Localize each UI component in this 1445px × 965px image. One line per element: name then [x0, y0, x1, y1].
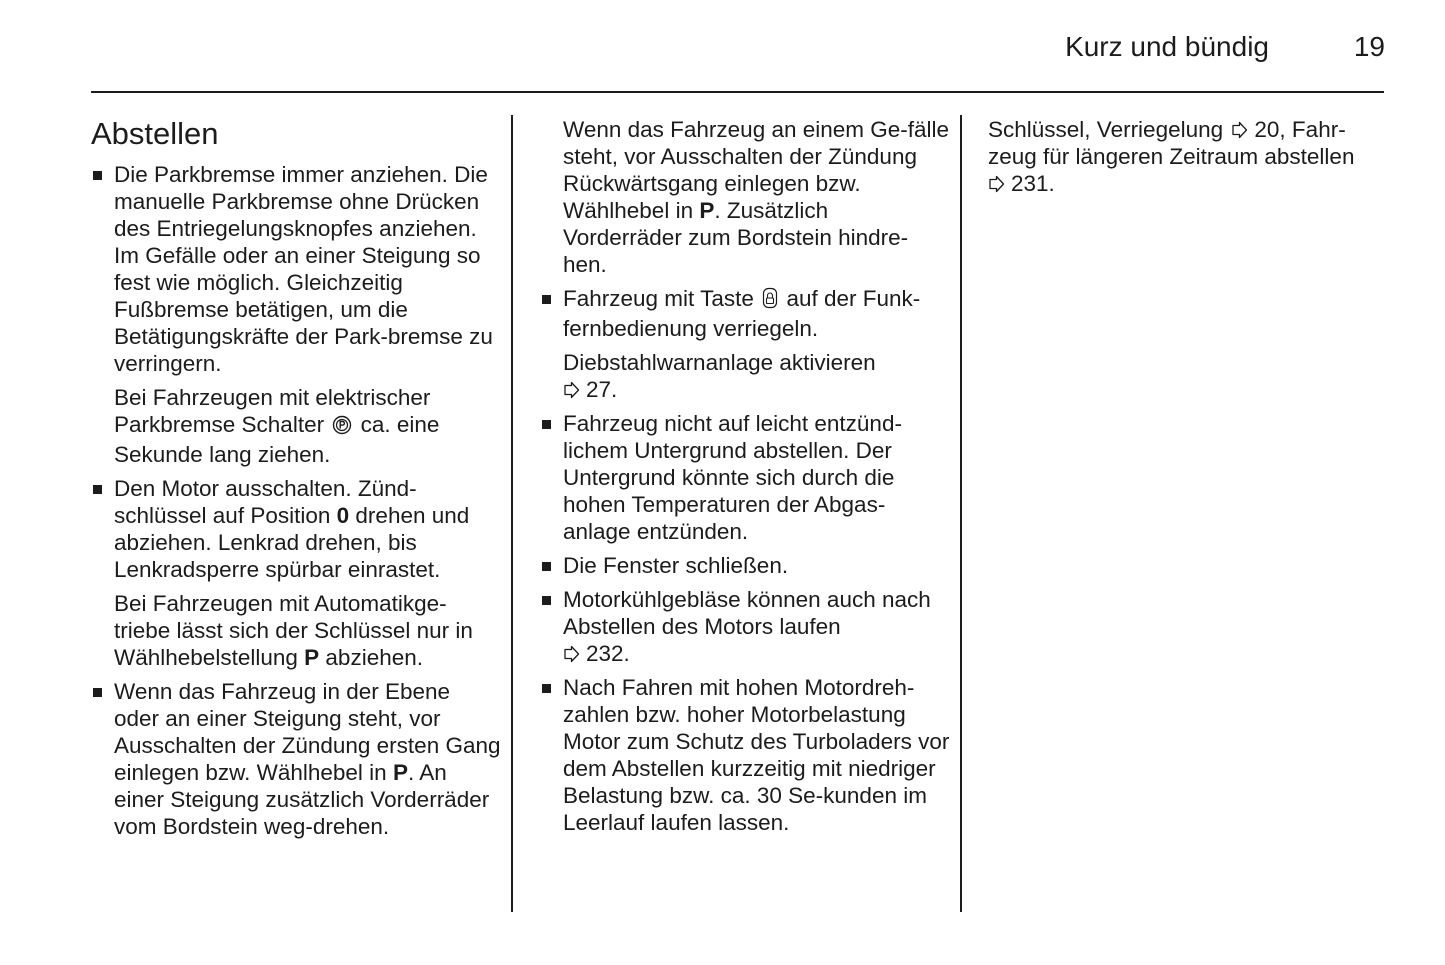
- column-2: [540, 116, 950, 843]
- list-item: [540, 285, 950, 342]
- reference-text: Schlüssel, Verriegelung: [988, 117, 1224, 142]
- page-reference[interactable]: 231.: [1011, 171, 1055, 196]
- position-label: 0: [336, 503, 350, 528]
- list-item-text: Die Fenster schließen.: [563, 553, 789, 578]
- column-1: [91, 113, 501, 847]
- bullet-icon: [542, 684, 551, 693]
- note-text: . Zusätzlich Vorderräder zum Bordstein hindre-hen.: [563, 198, 909, 277]
- bullet-icon: [542, 596, 551, 605]
- list-item-text: Fahrzeug nicht auf leicht entzünd-lichem Untergrund abstellen. Der Untergrund könnte sich durch die hohen Temperaturen der Abgas-anlage entzünden.: [563, 411, 902, 544]
- page-reference-icon: [563, 381, 580, 399]
- section-heading: Abstellen: [91, 116, 219, 151]
- note-text: abziehen.: [325, 645, 424, 670]
- list-item: [540, 552, 950, 579]
- bullet-icon: [93, 171, 102, 180]
- page-reference[interactable]: 20, Fahr-zeug für längeren Zeitraum abstellen: [988, 117, 1355, 169]
- list-item-text: Den Motor ausschalten. Zünd-schlüssel auf Position: [114, 476, 417, 528]
- bullet-icon: [542, 562, 551, 571]
- note-text: Bei Fahrzeugen mit Automatikge-triebe lässt sich der Schlüssel nur in Wählhebelstellung: [114, 591, 473, 670]
- bullet-icon: [93, 485, 102, 494]
- list-item: [540, 586, 950, 667]
- note-text: ca. eine Sekunde lang ziehen.: [114, 412, 440, 467]
- list-item-text: Die Parkbremse immer anziehen. Die manuelle Parkbremse ohne Drücken des Entriegelungsknopfes anziehen. Im Gefälle oder an einer Steigung so fest wie möglich. Gleichzeitig Fußbremse betätigen, um die Betätigungskräfte der Park-bremse zu verringern.: [114, 162, 493, 376]
- page-reference[interactable]: 27.: [586, 377, 618, 402]
- note-text: Diebstahlwarnanlage aktivieren: [563, 350, 876, 375]
- list-item-note: [91, 384, 501, 468]
- page-number: 19: [1353, 31, 1385, 62]
- page-reference-icon: [563, 645, 580, 663]
- section-title: Kurz und bündig: [1065, 31, 1269, 62]
- list-item-text: Motorkühlgebläse können auch nach Abstellen des Motors laufen: [563, 587, 931, 639]
- header-rule: [91, 91, 1384, 93]
- note-text: Wenn das Fahrzeug an einem Ge-fälle steht, vor Ausschalten der Zündung Rückwärtsgang einlegen bzw. Wählhebel in: [563, 117, 950, 223]
- position-label: P: [699, 198, 715, 223]
- note-text: Bei Fahrzeugen mit elektrischer Parkbremse Schalter: [114, 385, 431, 437]
- bullet-icon: [542, 295, 551, 304]
- position-label: P: [304, 645, 320, 670]
- column-divider-2: [960, 115, 962, 912]
- parking-brake-icon: [332, 414, 352, 441]
- list-item-text: drehen und abziehen. Lenkrad drehen, bis Lenkradsperre spürbar einrastet.: [114, 503, 470, 582]
- list-item: [91, 678, 501, 840]
- list-item: [540, 410, 950, 545]
- bullet-icon: [93, 688, 102, 697]
- page-reference-icon: [1231, 121, 1248, 139]
- list-item-text: Fahrzeug mit Taste: [563, 286, 754, 311]
- lock-button-icon: [762, 287, 778, 315]
- column-3: [988, 116, 1388, 197]
- list-item: [91, 161, 501, 377]
- list-item-text: . An einer Steigung zusätzlich Vorderräder vom Bordstein weg-drehen.: [114, 760, 490, 839]
- column-divider-1: [511, 115, 513, 912]
- list-item-text: Nach Fahren mit hohen Motordreh-zahlen bzw. hoher Motorbelastung Motor zum Schutz des Turboladers vor dem Abstellen kurzzeitig mit niedriger Belastung bzw. ca. 30 Se-kunden im Leerlauf laufen lassen.: [563, 675, 950, 835]
- page-reference[interactable]: 232.: [586, 641, 630, 666]
- list-item-text: auf der Funk-fernbedienung verriegeln.: [563, 286, 921, 341]
- list-item: [540, 674, 950, 836]
- list-item-note: [91, 590, 501, 671]
- bullet-icon: [542, 420, 551, 429]
- position-label: P: [392, 760, 408, 785]
- cross-reference-paragraph: [988, 116, 1388, 197]
- list-item: [91, 475, 501, 583]
- list-item-text: Wenn das Fahrzeug in der Ebene oder an einer Steigung steht, vor Ausschalten der Zündung ersten Gang einlegen bzw. Wählhebel in: [114, 679, 501, 785]
- list-item-note: [540, 349, 950, 403]
- list-item-note: [540, 116, 950, 278]
- page-reference-icon: [988, 175, 1005, 193]
